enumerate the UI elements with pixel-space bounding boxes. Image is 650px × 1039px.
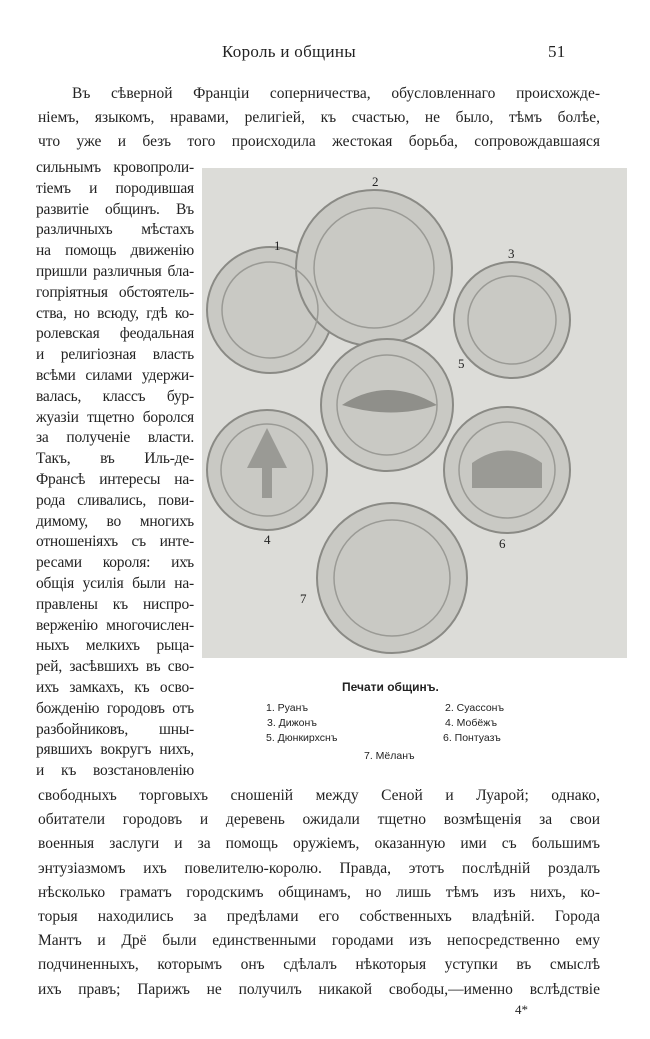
text-line: Франсѣ интересы на- xyxy=(36,471,194,488)
running-header-title: Король и общины xyxy=(222,42,356,61)
caption-item: 1. Руанъ xyxy=(266,702,309,714)
seal-number-1: 1 xyxy=(274,238,281,253)
text-line: ресами короля: ихъ xyxy=(36,554,194,572)
text-line: подчиненныхъ, которымъ онъ сдѣлалъ нѣкоторыя уступки въ смыслѣ xyxy=(38,956,600,974)
seal-number-2: 2 xyxy=(372,174,379,189)
text-line: общія усилія были на- xyxy=(36,575,194,592)
text-line: Такъ, въ Иль-де- xyxy=(36,450,194,468)
text-line: валась, классъ бур- xyxy=(36,387,194,405)
text-line: разбойниковъ, шны- xyxy=(36,720,194,738)
caption-item: 6. Понтуазъ xyxy=(443,732,501,744)
text-line: различныхъ мѣстахъ xyxy=(36,221,194,239)
text-line: пришли различныя бла- xyxy=(36,263,194,280)
seal-number-5: 5 xyxy=(458,356,465,371)
seal-7 xyxy=(317,503,467,653)
caption-item: 2. Суассонъ xyxy=(445,702,505,714)
text-line: военныя заслуги и за помощь оружіемъ, оказанную ими съ большимъ xyxy=(38,835,600,853)
text-line: и религіозная власть xyxy=(36,346,194,364)
signature-mark: 4* xyxy=(515,1002,528,1017)
caption-item: 5. Дюнкирхснъ xyxy=(266,732,338,744)
caption-item: 4. Мобёжъ xyxy=(445,717,498,729)
text-line: тіемъ и породившая xyxy=(36,179,194,197)
seal-number-3: 3 xyxy=(508,246,515,261)
seals-drawing xyxy=(202,168,627,658)
seal-number-6: 6 xyxy=(499,536,506,551)
text-line: на помощь движенію xyxy=(36,242,194,260)
text-line: нѣсколько граматъ городскимъ общинамъ, но лишь тѣмъ изъ нихъ, ко- xyxy=(38,883,600,901)
seal-number-4: 4 xyxy=(264,532,271,547)
text-line: ныхъ мелкихъ рыца- xyxy=(36,637,194,655)
text-line: ихъ правъ; Парижъ не получилъ никакой свободы,—именно вслѣдствіе xyxy=(38,980,600,998)
text-line: ства, но всюду, гдѣ ко- xyxy=(36,304,194,322)
text-line: сильнымъ кровопроли- xyxy=(36,159,194,176)
text-line: ихъ замкахъ, къ осво- xyxy=(36,679,194,696)
text-line: развитіе общинъ. Въ xyxy=(36,200,194,218)
text-line: ролевская феодальная xyxy=(36,325,194,343)
text-line: за полученіе власти. xyxy=(36,429,194,447)
text-line: Мантъ и Дрё были единственными городами изъ непосредственно ему xyxy=(38,932,600,950)
caption-item: 3. Дижонъ xyxy=(267,717,317,729)
seal-3 xyxy=(454,262,570,378)
figure-caption-title: Печати общинъ. xyxy=(342,680,439,694)
text-line: жуазіи тщетно боролся xyxy=(36,408,194,426)
text-line: правлены къ ниспро- xyxy=(36,595,194,613)
text-line: верженію многочислен- xyxy=(36,616,194,634)
seal-number-7: 7 xyxy=(300,591,307,606)
text-line: божденію городовъ отъ xyxy=(36,699,194,717)
text-line: торыя находились за предѣлами его собственныхъ владѣній. Города xyxy=(38,908,600,925)
text-line: обитатели городовъ и деревень ожидали тщетно возмѣщенія за свои xyxy=(38,811,600,829)
text-line: рявшихъ вокругъ нихъ, xyxy=(36,741,194,759)
text-line: что уже и безъ того происходила жестокая борьба, сопровождавшаяся xyxy=(38,133,600,150)
text-line: гопріятныя обстоятель- xyxy=(36,283,194,301)
seal-2 xyxy=(296,190,452,346)
text-line: и къ возстановленію xyxy=(36,762,194,780)
text-line: свободныхъ торговыхъ сношеній между Сеной и Луарой; однако, xyxy=(38,787,600,804)
text-line: рода сливались, пови- xyxy=(36,491,194,509)
text-line: энтузіазмомъ ихъ повелителю-королю. Правда, этотъ послѣдній роздалъ xyxy=(38,859,600,877)
caption-item: 7. Мёланъ xyxy=(364,750,415,762)
text-line: Въ сѣверной Франціи соперничества, обусловленнаго происхожде- xyxy=(72,85,600,102)
text-line: отношеніяхъ съ инте- xyxy=(36,533,194,551)
text-line: димому, во многихъ xyxy=(36,512,194,530)
text-line: ніемъ, языкомъ, нравами, религіей, къ счастью, не было, тѣмъ болѣе, xyxy=(38,109,600,126)
seals-illustration xyxy=(202,168,627,658)
text-line: всѣми силами удержи- xyxy=(36,367,194,384)
text-line: рей, засѣвшихъ въ сво- xyxy=(36,658,194,676)
page-number: 51 xyxy=(548,42,566,61)
